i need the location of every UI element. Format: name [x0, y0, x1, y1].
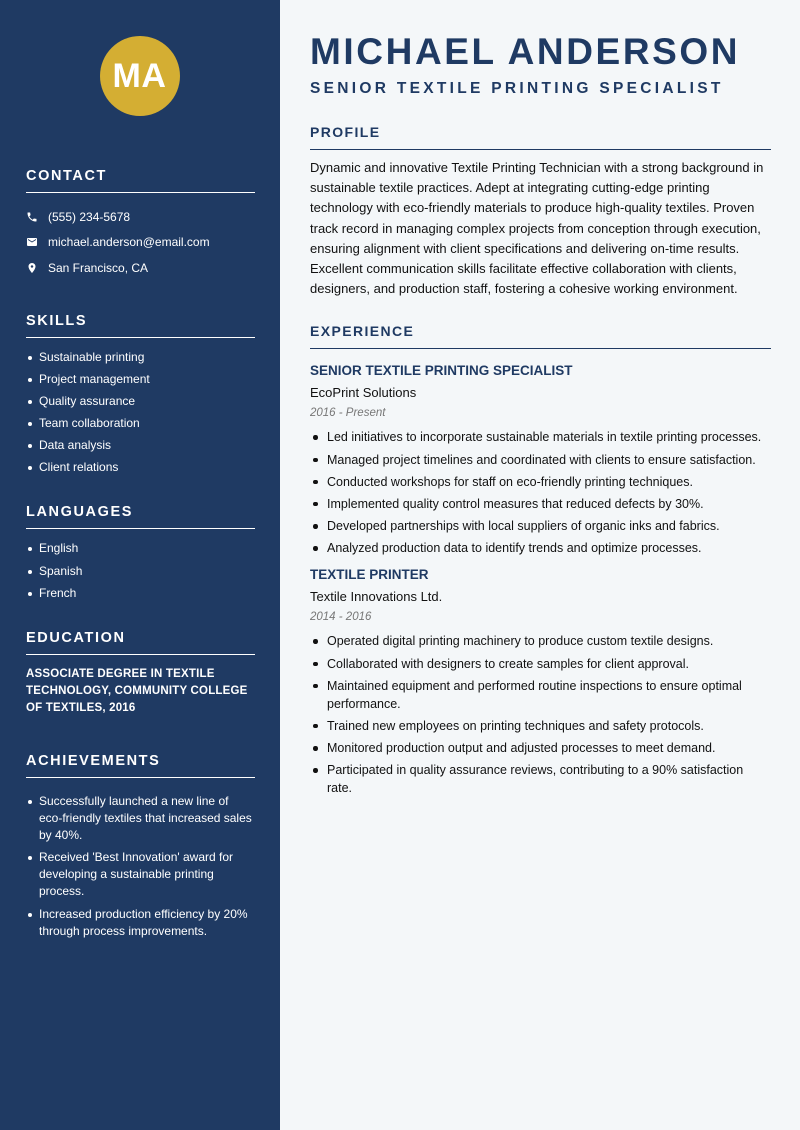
- job-bullets: [310, 632, 771, 797]
- profile-section: [310, 124, 771, 299]
- profile-text: Dynamic and innovative Textile Printing Technician with a strong background in sustainable textile practices. Adept at integrating cutting-edge printing technology with eco-friendly materials to produce high-quality textiles. Proven track record in managing complex projects from conception through execution, ensuring alignment with client specifications and delivering on-time results. Excellent communication skills facilitate effective collaboration with clients, designers, and production staff, fostering a cohesive working environment.: [310, 160, 764, 297]
- achievements-heading: ACHIEVEMENTS: [26, 753, 255, 778]
- achievements-section: [26, 753, 255, 940]
- location-text: San Francisco, CA: [48, 260, 149, 275]
- achievement-item: Received 'Best Innovation' award for developing a sustainable printing process.: [26, 849, 255, 900]
- languages-list: [26, 540, 255, 601]
- education-text: ASSOCIATE DEGREE IN TEXTILE TECHNOLOGY, COMMUNITY COLLEGE OF TEXTILES, 2016: [26, 667, 248, 714]
- job-dates: 2014 - 2016: [310, 611, 372, 624]
- job-bullet: Collaborated with designers to create samples for client approval.: [310, 655, 771, 673]
- skills-section: [26, 313, 255, 477]
- skill-item: Quality assurance: [26, 393, 255, 410]
- location-pin-icon: [26, 262, 48, 274]
- language-item: French: [26, 585, 255, 602]
- job-title: SENIOR TEXTILE PRINTING SPECIALIST: [310, 363, 573, 379]
- language-item: English: [26, 540, 255, 557]
- achievement-item: Successfully launched a new line of eco-friendly textiles that increased sales by 40%.: [26, 793, 255, 844]
- experience-section: [310, 323, 771, 797]
- contact-email: [26, 230, 255, 256]
- job-bullet: Developed partnerships with local suppliers of organic inks and fabrics.: [310, 517, 771, 535]
- job-title-headline: SENIOR TEXTILE PRINTING SPECIALIST: [310, 80, 724, 97]
- job-bullets: [310, 428, 771, 557]
- company-name: Textile Innovations Ltd.: [310, 589, 443, 605]
- languages-heading: LANGUAGES: [26, 504, 255, 529]
- phone-text[interactable]: (555) 234-5678: [48, 209, 131, 224]
- avatar-wrap: [24, 36, 255, 116]
- job-bullet: Trained new employees on printing techniques and safety protocols.: [310, 717, 771, 735]
- skill-item: Data analysis: [26, 437, 255, 454]
- phone-icon: [26, 211, 48, 223]
- education-heading: EDUCATION: [26, 630, 255, 655]
- job-title: TEXTILE PRINTER: [310, 567, 429, 583]
- profile-heading: PROFILE: [310, 124, 771, 150]
- email-text[interactable]: michael.anderson@email.com: [48, 235, 210, 250]
- job-bullet: Monitored production output and adjusted processes to meet demand.: [310, 739, 771, 757]
- contact-heading: CONTACT: [26, 168, 255, 193]
- job-bullet: Operated digital printing machinery to produce custom textile designs.: [310, 632, 771, 650]
- email-icon: [26, 236, 48, 248]
- job-entry: [310, 363, 771, 557]
- full-name: MICHAEL ANDERSON: [310, 31, 741, 72]
- skill-item: Project management: [26, 371, 255, 388]
- education-section: [26, 630, 255, 717]
- experience-heading: EXPERIENCE: [310, 323, 771, 349]
- main-content: [280, 0, 800, 1130]
- skill-item: Sustainable printing: [26, 349, 255, 366]
- languages-section: [26, 504, 255, 601]
- avatar-initials: MA: [100, 36, 180, 116]
- job-bullet: Managed project timelines and coordinated with clients to ensure satisfaction.: [310, 451, 771, 469]
- job-dates: 2016 - Present: [310, 407, 386, 420]
- job-bullet: Led initiatives to incorporate sustainable materials in textile printing processes.: [310, 428, 771, 446]
- achievements-list: [26, 793, 255, 940]
- job-bullet: Implemented quality control measures that reduced defects by 30%.: [310, 495, 771, 513]
- job-bullet: Participated in quality assurance reviews, contributing to a 90% satisfaction rate.: [310, 761, 771, 797]
- contact-list: [26, 204, 255, 281]
- company-name: EcoPrint Solutions: [310, 385, 417, 401]
- skill-item: Client relations: [26, 459, 255, 476]
- contact-section: [26, 168, 255, 281]
- job-bullet: Conducted workshops for staff on eco-friendly printing techniques.: [310, 473, 771, 491]
- sidebar: [0, 0, 280, 1130]
- skill-item: Team collaboration: [26, 415, 255, 432]
- language-item: Spanish: [26, 563, 255, 580]
- achievement-item: Increased production efficiency by 20% through process improvements.: [26, 906, 255, 940]
- skills-list: [26, 349, 255, 477]
- job-entry: [310, 567, 771, 797]
- skills-heading: SKILLS: [26, 313, 255, 338]
- job-bullet: Analyzed production data to identify trends and optimize processes.: [310, 539, 771, 557]
- contact-location: [26, 255, 255, 281]
- job-bullet: Maintained equipment and performed routine inspections to ensure optimal performance.: [310, 677, 771, 713]
- contact-phone: [26, 204, 255, 230]
